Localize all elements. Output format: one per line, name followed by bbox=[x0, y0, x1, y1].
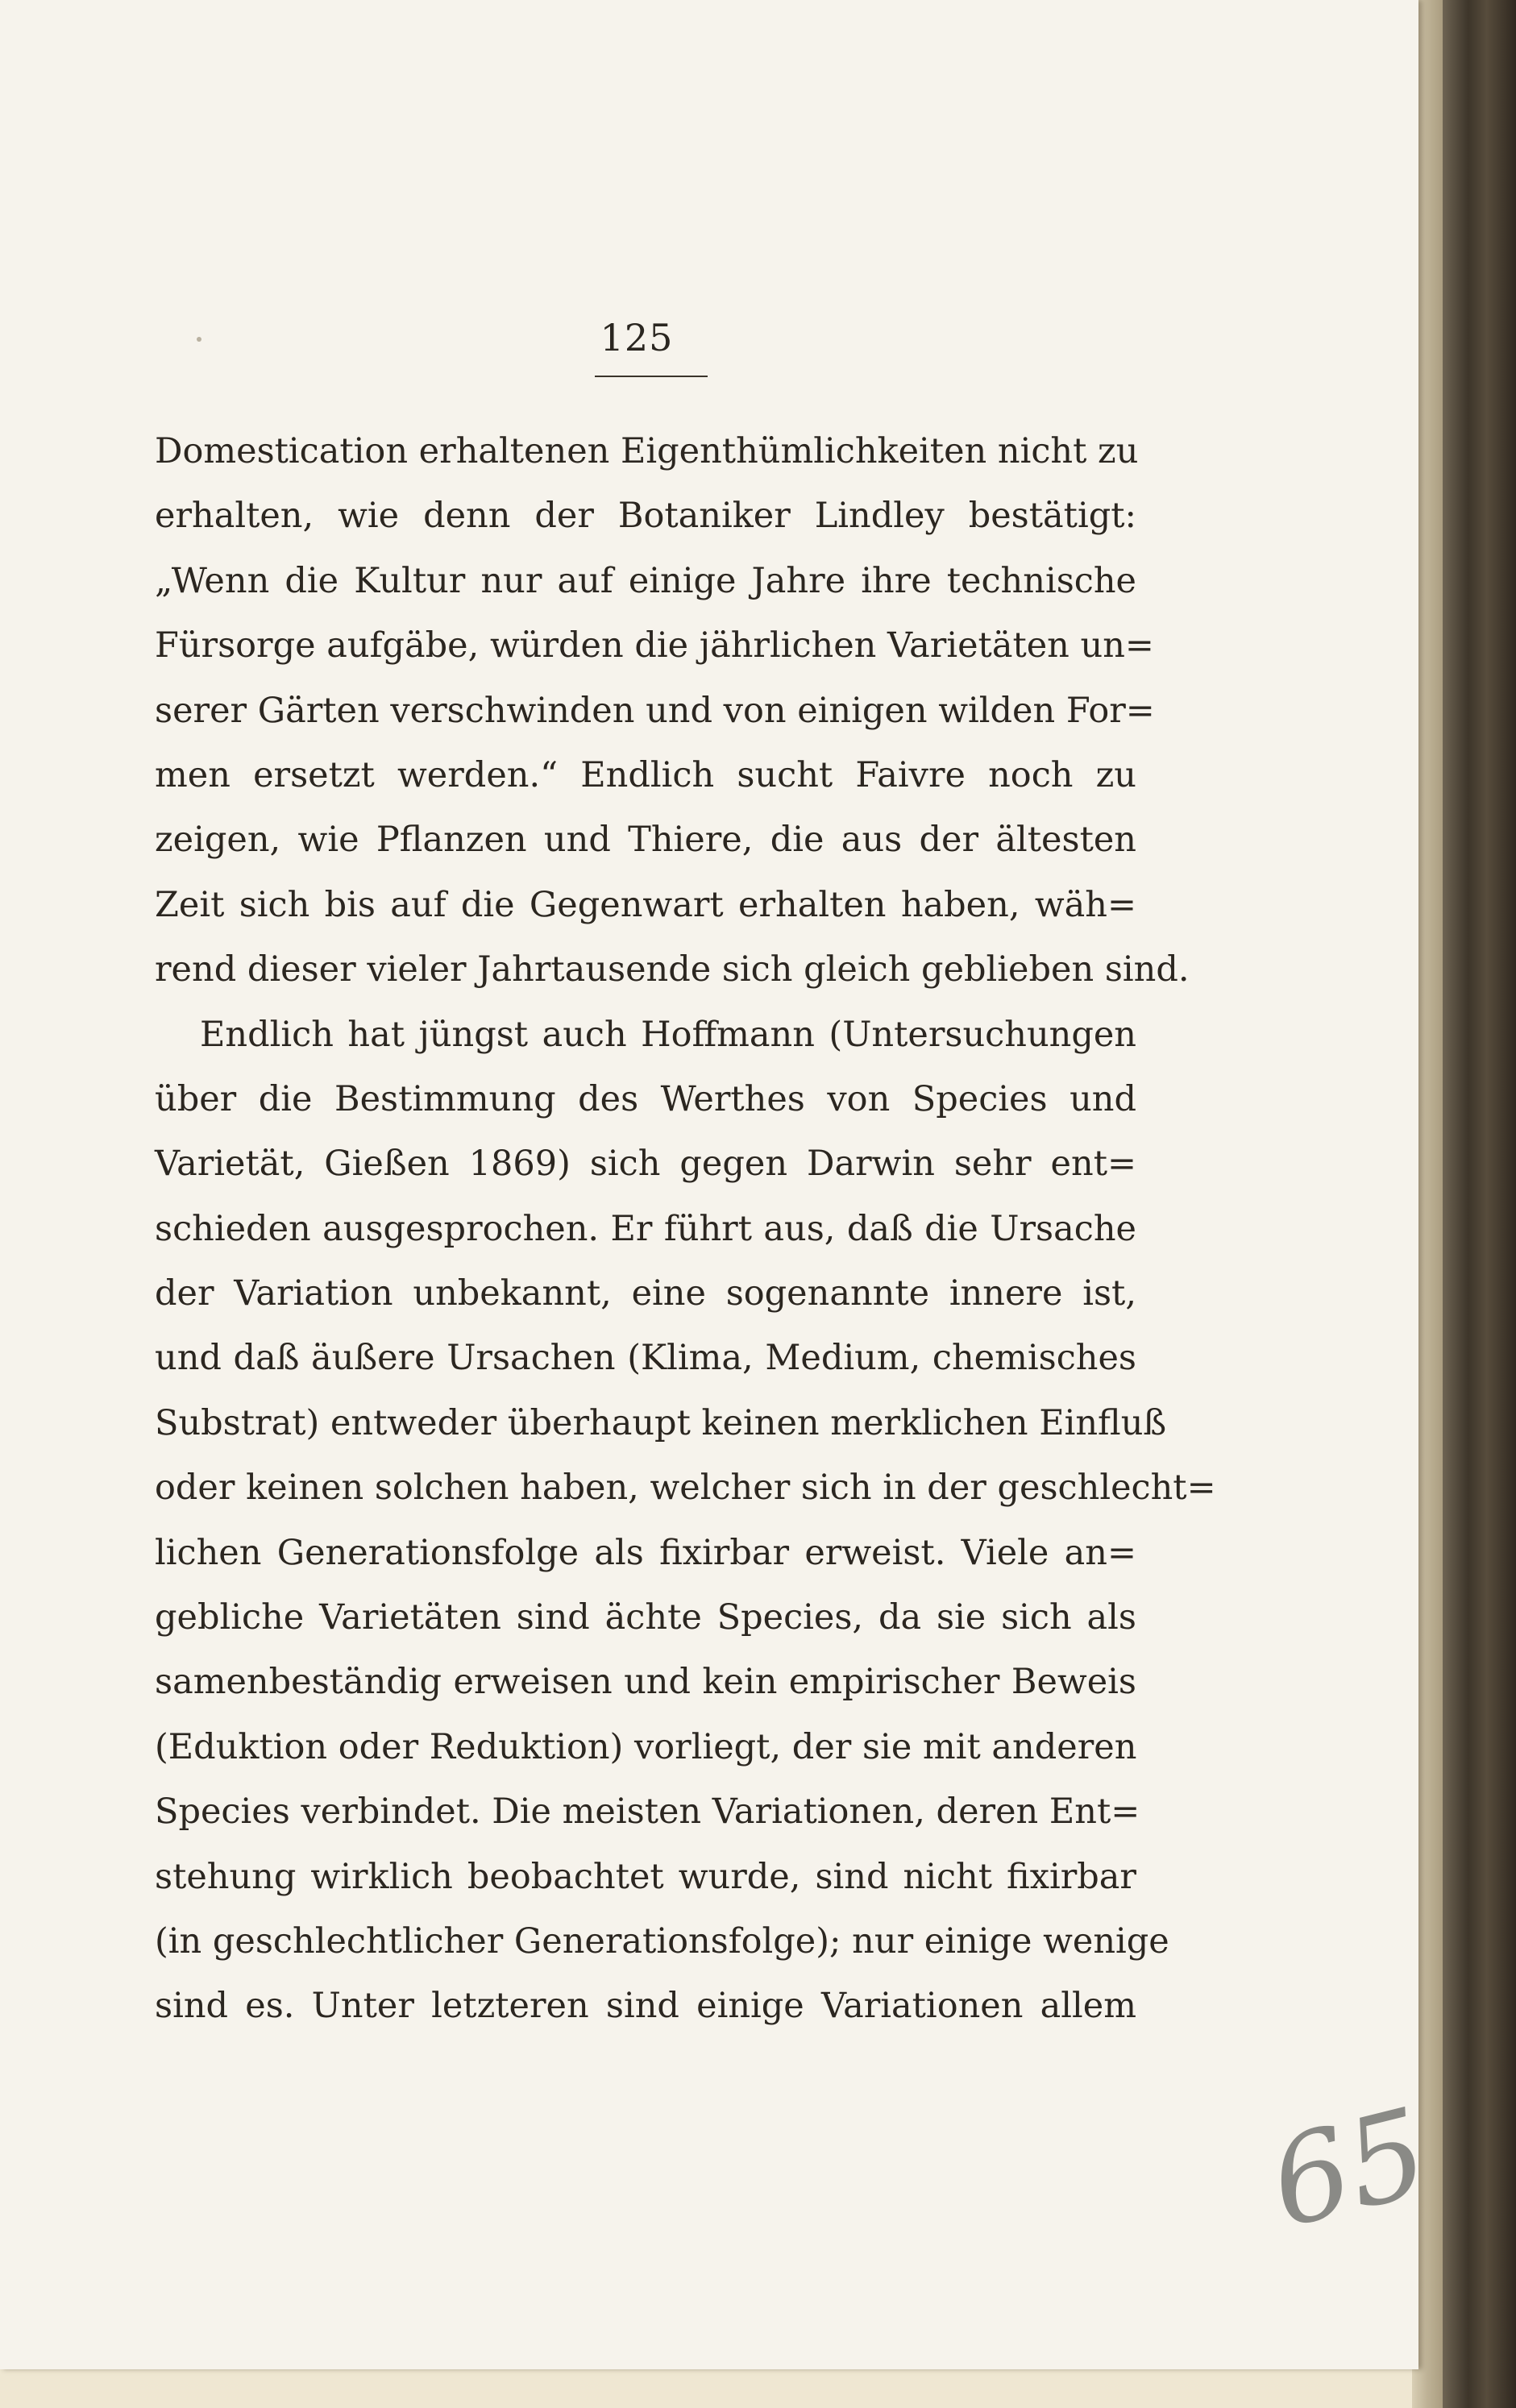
body-text bbox=[155, 419, 1216, 2039]
text-line: Fürsorge aufgäbe, würden die jährlichen Varietäten un= bbox=[155, 625, 1154, 666]
text-line: zeigen, wie Pflanzen und Thiere, die aus der ältesten bbox=[155, 820, 1136, 861]
text-line: Species verbindet. Die meisten Variationen, deren Ent= bbox=[155, 1791, 1140, 1833]
text-line: stehung wirklich beobachtet wurde, sind nicht fixirbar bbox=[155, 1856, 1136, 1897]
text-line: sind es. Unter letzteren sind einige Variationen allem bbox=[155, 1986, 1136, 2027]
text-line: (in geschlechtlicher Generationsfolge); nur einige wenige bbox=[155, 1920, 1169, 1962]
text-line: oder keinen solchen haben, welcher sich in der geschlecht= bbox=[155, 1468, 1216, 1509]
text-line: samenbeständig erweisen und kein empirischer Beweis bbox=[155, 1662, 1136, 1703]
text-line: lichen Generationsfolge als fixirbar erweist. Viele an= bbox=[155, 1532, 1136, 1573]
text-line: und daß äußere Ursachen (Klima, Medium, chemisches bbox=[155, 1338, 1136, 1379]
text-line: über die Bestimmung des Werthes von Species und bbox=[155, 1078, 1136, 1119]
handwritten-archive-number: 65 bbox=[1257, 2082, 1441, 2256]
page-number: 125 bbox=[600, 316, 674, 359]
text-line: erhalten, wie denn der Botaniker Lindley bestätigt: bbox=[155, 496, 1136, 537]
text-line: gebliche Varietäten sind ächte Species, da sie sich als bbox=[155, 1597, 1136, 1638]
text-line: Endlich hat jüngst auch Hoffmann (Untersuchungen bbox=[200, 1014, 1136, 1055]
text-line: Substrat) entweder überhaupt keinen merklichen Einfluß bbox=[155, 1402, 1167, 1443]
text-line: Domestication erhaltenen Eigenthümlichkeiten nicht zu bbox=[155, 431, 1139, 471]
text-line: Zeit sich bis auf die Gegenwart erhalten haben, wäh= bbox=[155, 884, 1136, 925]
text-line: serer Gärten verschwinden und von einigen wilden For= bbox=[155, 690, 1155, 731]
text-line: „Wenn die Kultur nur auf einige Jahre ihre technische bbox=[155, 560, 1136, 601]
text-line: schieden ausgesprochen. Er führt aus, daß die Ursache bbox=[155, 1208, 1136, 1249]
book-binding-edge bbox=[1443, 0, 1516, 2408]
text-line: Varietät, Gießen 1869) sich gegen Darwin sehr ent= bbox=[155, 1144, 1136, 1185]
text-line: der Variation unbekannt, eine sogenannte innere ist, bbox=[155, 1273, 1136, 1314]
text-line: (Eduktion oder Reduktion) vorliegt, der sie mit anderen bbox=[155, 1726, 1137, 1767]
text-line: rend dieser vieler Jahrtausende sich gleich geblieben sind. bbox=[155, 949, 1190, 990]
text-line: men ersetzt werden.“ Endlich sucht Faivre noch zu bbox=[155, 754, 1136, 795]
header-rule bbox=[595, 376, 708, 377]
